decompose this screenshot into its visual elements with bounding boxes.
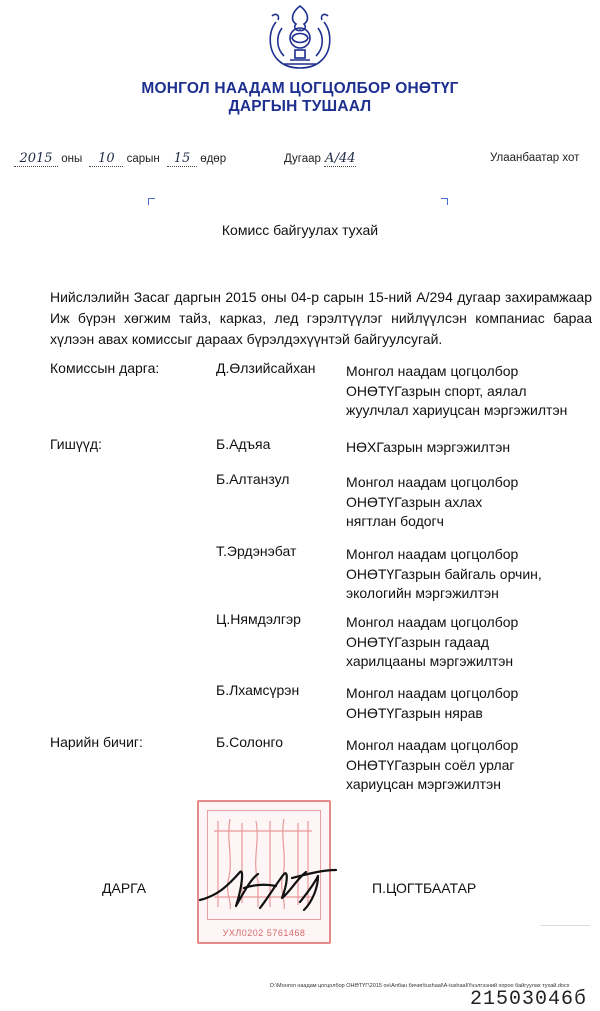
member-name: Б.Адъяа bbox=[216, 436, 271, 452]
member-name: Т.Эрдэнэбат bbox=[216, 543, 297, 559]
handwritten-signature-icon bbox=[196, 858, 346, 918]
order-number bbox=[284, 151, 356, 167]
year-suffix: оны bbox=[61, 153, 83, 165]
member-description: НӨХГазрын мэргэжилтэн bbox=[346, 439, 511, 455]
member-role: Комиссын дарга: bbox=[50, 360, 160, 376]
stamp-code: УХЛ0202 5761468 bbox=[222, 928, 306, 938]
month-suffix: сарын bbox=[126, 153, 160, 165]
serial-number: 21503046б bbox=[470, 988, 588, 1011]
member-description: Монгол наадам цогцолбор ОНӨТҮГазрын соёл урлаг хариуцсан мэргэжилтэн bbox=[346, 737, 519, 792]
member-description: Монгол наадам цогцолбор ОНӨТҮГазрын байгаль орчин, экологийн мэргэжилтэн bbox=[346, 546, 542, 601]
number-label: Дугаар bbox=[284, 153, 321, 165]
day-suffix: өдөр bbox=[200, 153, 227, 165]
member-description: Монгол наадам цогцолбор ОНӨТҮГазрын гадаад харилцааны мэргэжилтэн bbox=[346, 614, 519, 669]
document-type-title: ДАРГЫН ТУШААЛ bbox=[228, 98, 372, 115]
date-line bbox=[14, 151, 226, 167]
member-name: Б.Алтанзул bbox=[216, 471, 290, 487]
bleed-through-mark bbox=[540, 925, 590, 966]
member-name: Б.Солонго bbox=[216, 734, 284, 750]
member-role: Гишүүд: bbox=[50, 436, 102, 452]
organization-name: МОНГОЛ НААДАМ ЦОГЦОЛБОР ОНӨТҮГ bbox=[141, 80, 459, 97]
member-description: Монгол наадам цогцолбор ОНӨТҮГазрын ахлах нягтлан бодогч bbox=[346, 474, 519, 529]
member-description: Монгол наадам цогцолбор ОНӨТҮГазрын спорт, аялал жуулчлал хариуцсан мэргэжилтэн bbox=[346, 363, 568, 418]
date-month: 10 bbox=[89, 151, 123, 167]
member-role: Нарийн бичиг: bbox=[50, 734, 143, 750]
number-value: А/44 bbox=[324, 151, 356, 166]
date-day: 15 bbox=[167, 151, 197, 167]
file-path: D:\Монгол наадам цогцолбор ОНӨТҮГ\2015 он\Албан бичиг\tushaal\A-tushaal\Үнэлгээний хороо байгуулах тухай.docx bbox=[270, 983, 570, 989]
city-name: Улаанбаатар хот bbox=[490, 152, 580, 164]
member-name: Б.Лхамсүрэн bbox=[216, 682, 300, 698]
date-year: 2015 bbox=[14, 151, 58, 167]
member-name: Ц.Нямдэлгэр bbox=[216, 611, 301, 627]
signature-title: ДАРГА bbox=[102, 880, 147, 896]
member-name: Д.Өлзийсайхан bbox=[216, 360, 316, 376]
document-subject: Комисс байгуулах тухай bbox=[221, 222, 379, 238]
soyombo-emblem-icon bbox=[262, 2, 338, 74]
signer-name: П.ЦОГТБААТАР bbox=[372, 880, 477, 896]
corner-bracket-left bbox=[148, 198, 155, 205]
corner-bracket-right bbox=[441, 198, 448, 205]
member-description: Монгол наадам цогцолбор ОНӨТҮГазрын нярав bbox=[346, 685, 519, 721]
body-paragraph: Нийслэлийн Засаг даргын 2015 оны 04-р сарын 15-ний А/294 дугаар захирамжаар Иж бүрэн хөгжим тайз, карказ, лед гэрэлтүүлэг нийлүүлсэн компаниас бараа хүлээн авах комиссыг дараах бүрэлдэхүүнтэй байгуулсугай. bbox=[50, 289, 592, 347]
